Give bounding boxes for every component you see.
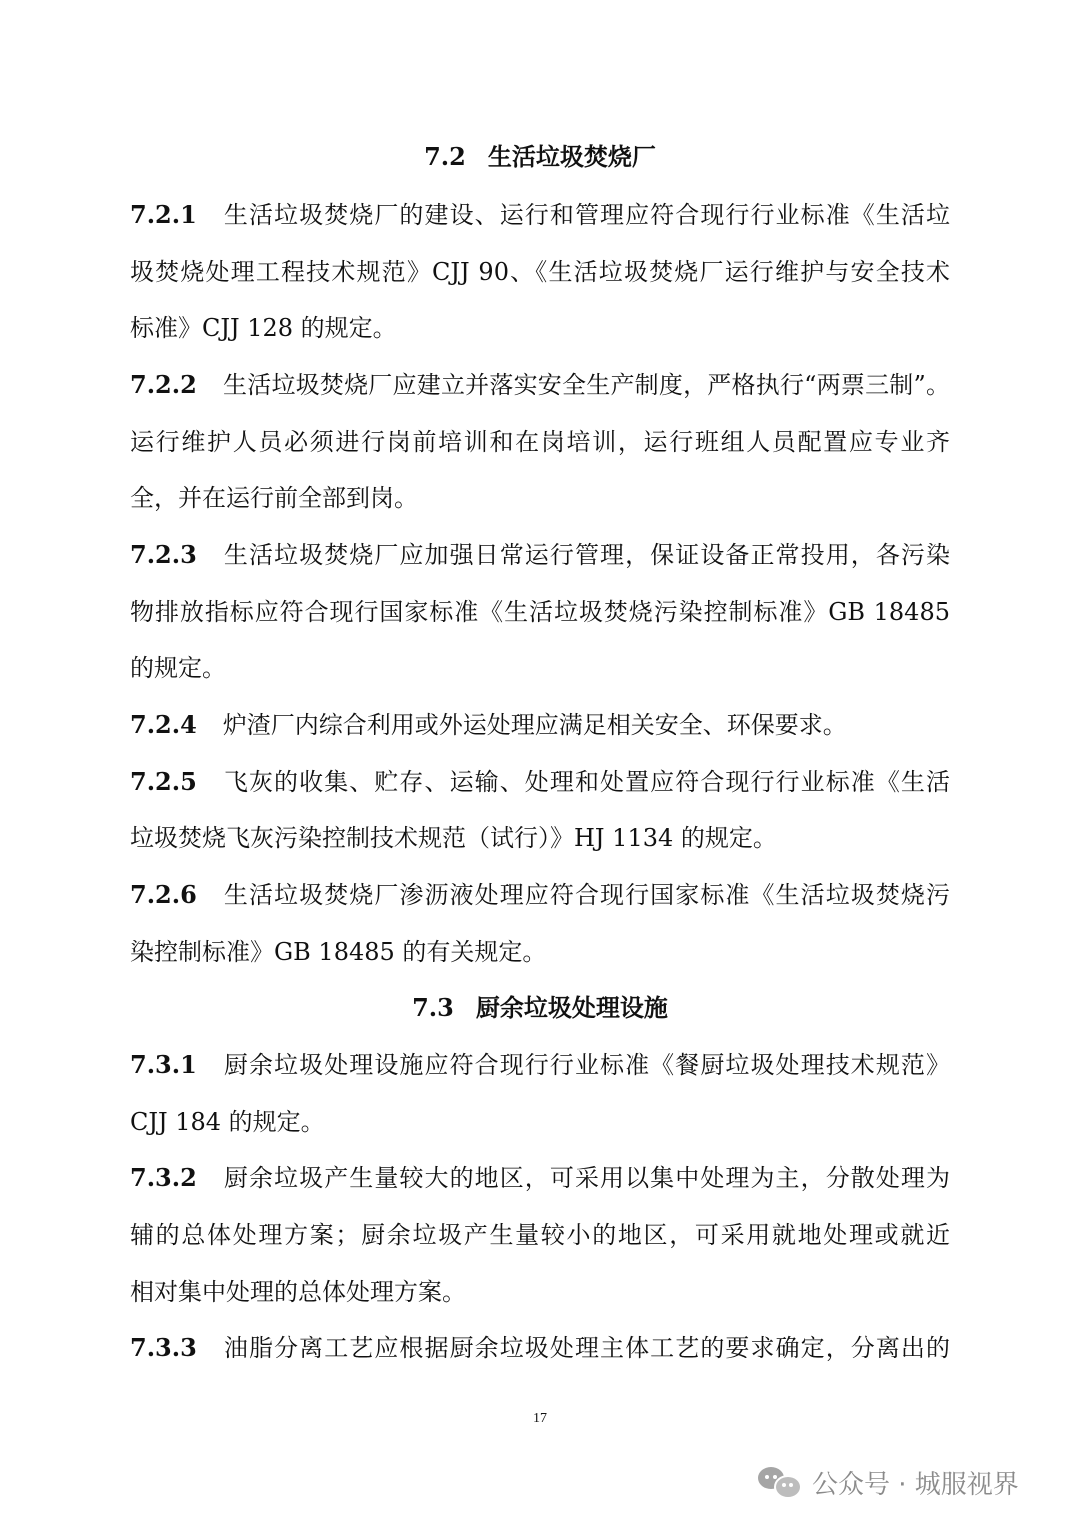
clause-7-2-1-line-2: 圾焚烧处理工程技术规范》CJJ 90、《生活垃圾焚烧厂运行维护与安全技术 [130,258,950,286]
clause-7-2-2-line-2: 运行维护人员必须进行岗前培训和在岗培训，运行班组人员配置应专业齐 [130,428,950,456]
clause-7-2-6-line-2: 染控制标准》GB 18485 的有关规定。 [130,938,547,966]
clause-7-3-2-line-2: 辅的总体处理方案；厨余垃圾产生量较小的地区，可采用就地处理或就近 [130,1221,950,1249]
clause-7-3-1-line-1: 7.3.1 厨余垃圾处理设施应符合现行行业标准《餐厨垃圾处理技术规范》 [130,1050,950,1079]
clause-number: 7.2.6 [130,880,197,909]
clause-7-2-2-line-1: 7.2.2 生活垃圾焚烧厂应建立并落实安全生产制度，严格执行“两票三制”。 [130,370,950,399]
clause-number: 7.3.3 [130,1333,197,1362]
clause-7-2-5-line-1: 7.2.5 飞灰的收集、贮存、运输、处理和处置应符合现行行业标准《生活 [130,767,950,796]
wechat-icon [758,1465,802,1499]
watermark [758,1462,1019,1502]
clause-7-2-4-line-1: 7.2.4 炉渣厂内综合利用或外运处理应满足相关安全、环保要求。 [130,710,847,739]
clause-7-2-2-line-3: 全，并在运行前全部到岗。 [130,484,418,512]
clause-7-2-6-line-1: 7.2.6 生活垃圾焚烧厂渗沥液处理应符合现行国家标准《生活垃圾焚烧污 [130,880,950,909]
clause-number: 7.2.2 [130,370,197,399]
watermark-text: 公众号 · 城服视界 [812,1469,1019,1500]
section-heading-7-2: 7.2 生活垃圾焚烧厂 [424,142,656,171]
clause-7-2-5-line-2: 垃圾焚烧飞灰污染控制技术规范（试行）》HJ 1134 的规定。 [130,824,777,852]
clause-7-3-3-line-1: 7.3.3 油脂分离工艺应根据厨余垃圾处理主体工艺的要求确定，分离出的 [130,1333,950,1362]
clause-7-2-3-line-1: 7.2.3 生活垃圾焚烧厂应加强日常运行管理，保证设备正常投用，各污染 [130,540,950,569]
clause-7-2-1-line-1: 7.2.1 生活垃圾焚烧厂的建设、运行和管理应符合现行行业标准《生活垃 [130,200,950,229]
clause-number: 7.2.3 [130,540,197,569]
clause-number: 7.3.1 [130,1050,197,1079]
page-number: 17 [533,1411,547,1426]
clause-number: 7.3.2 [130,1163,197,1192]
clause-7-3-1-line-2: CJJ 184 的规定。 [130,1108,325,1136]
clause-number: 7.2.1 [130,200,197,229]
clause-7-2-1-line-3: 标准》CJJ 128 的规定。 [130,314,397,342]
clause-number: 7.2.5 [130,767,197,796]
clause-number: 7.2.4 [130,710,197,739]
clause-7-3-2-line-3: 相对集中处理的总体处理方案。 [130,1278,466,1306]
clause-7-2-3-line-2: 物排放指标应符合现行国家标准《生活垃圾焚烧污染控制标准》GB 18485 [130,598,950,626]
clause-7-3-2-line-1: 7.3.2 厨余垃圾产生量较大的地区，可采用以集中处理为主，分散处理为 [130,1163,950,1192]
section-heading-7-3: 7.3 厨余垃圾处理设施 [412,993,668,1022]
clause-7-2-3-line-3: 的规定。 [130,654,226,682]
